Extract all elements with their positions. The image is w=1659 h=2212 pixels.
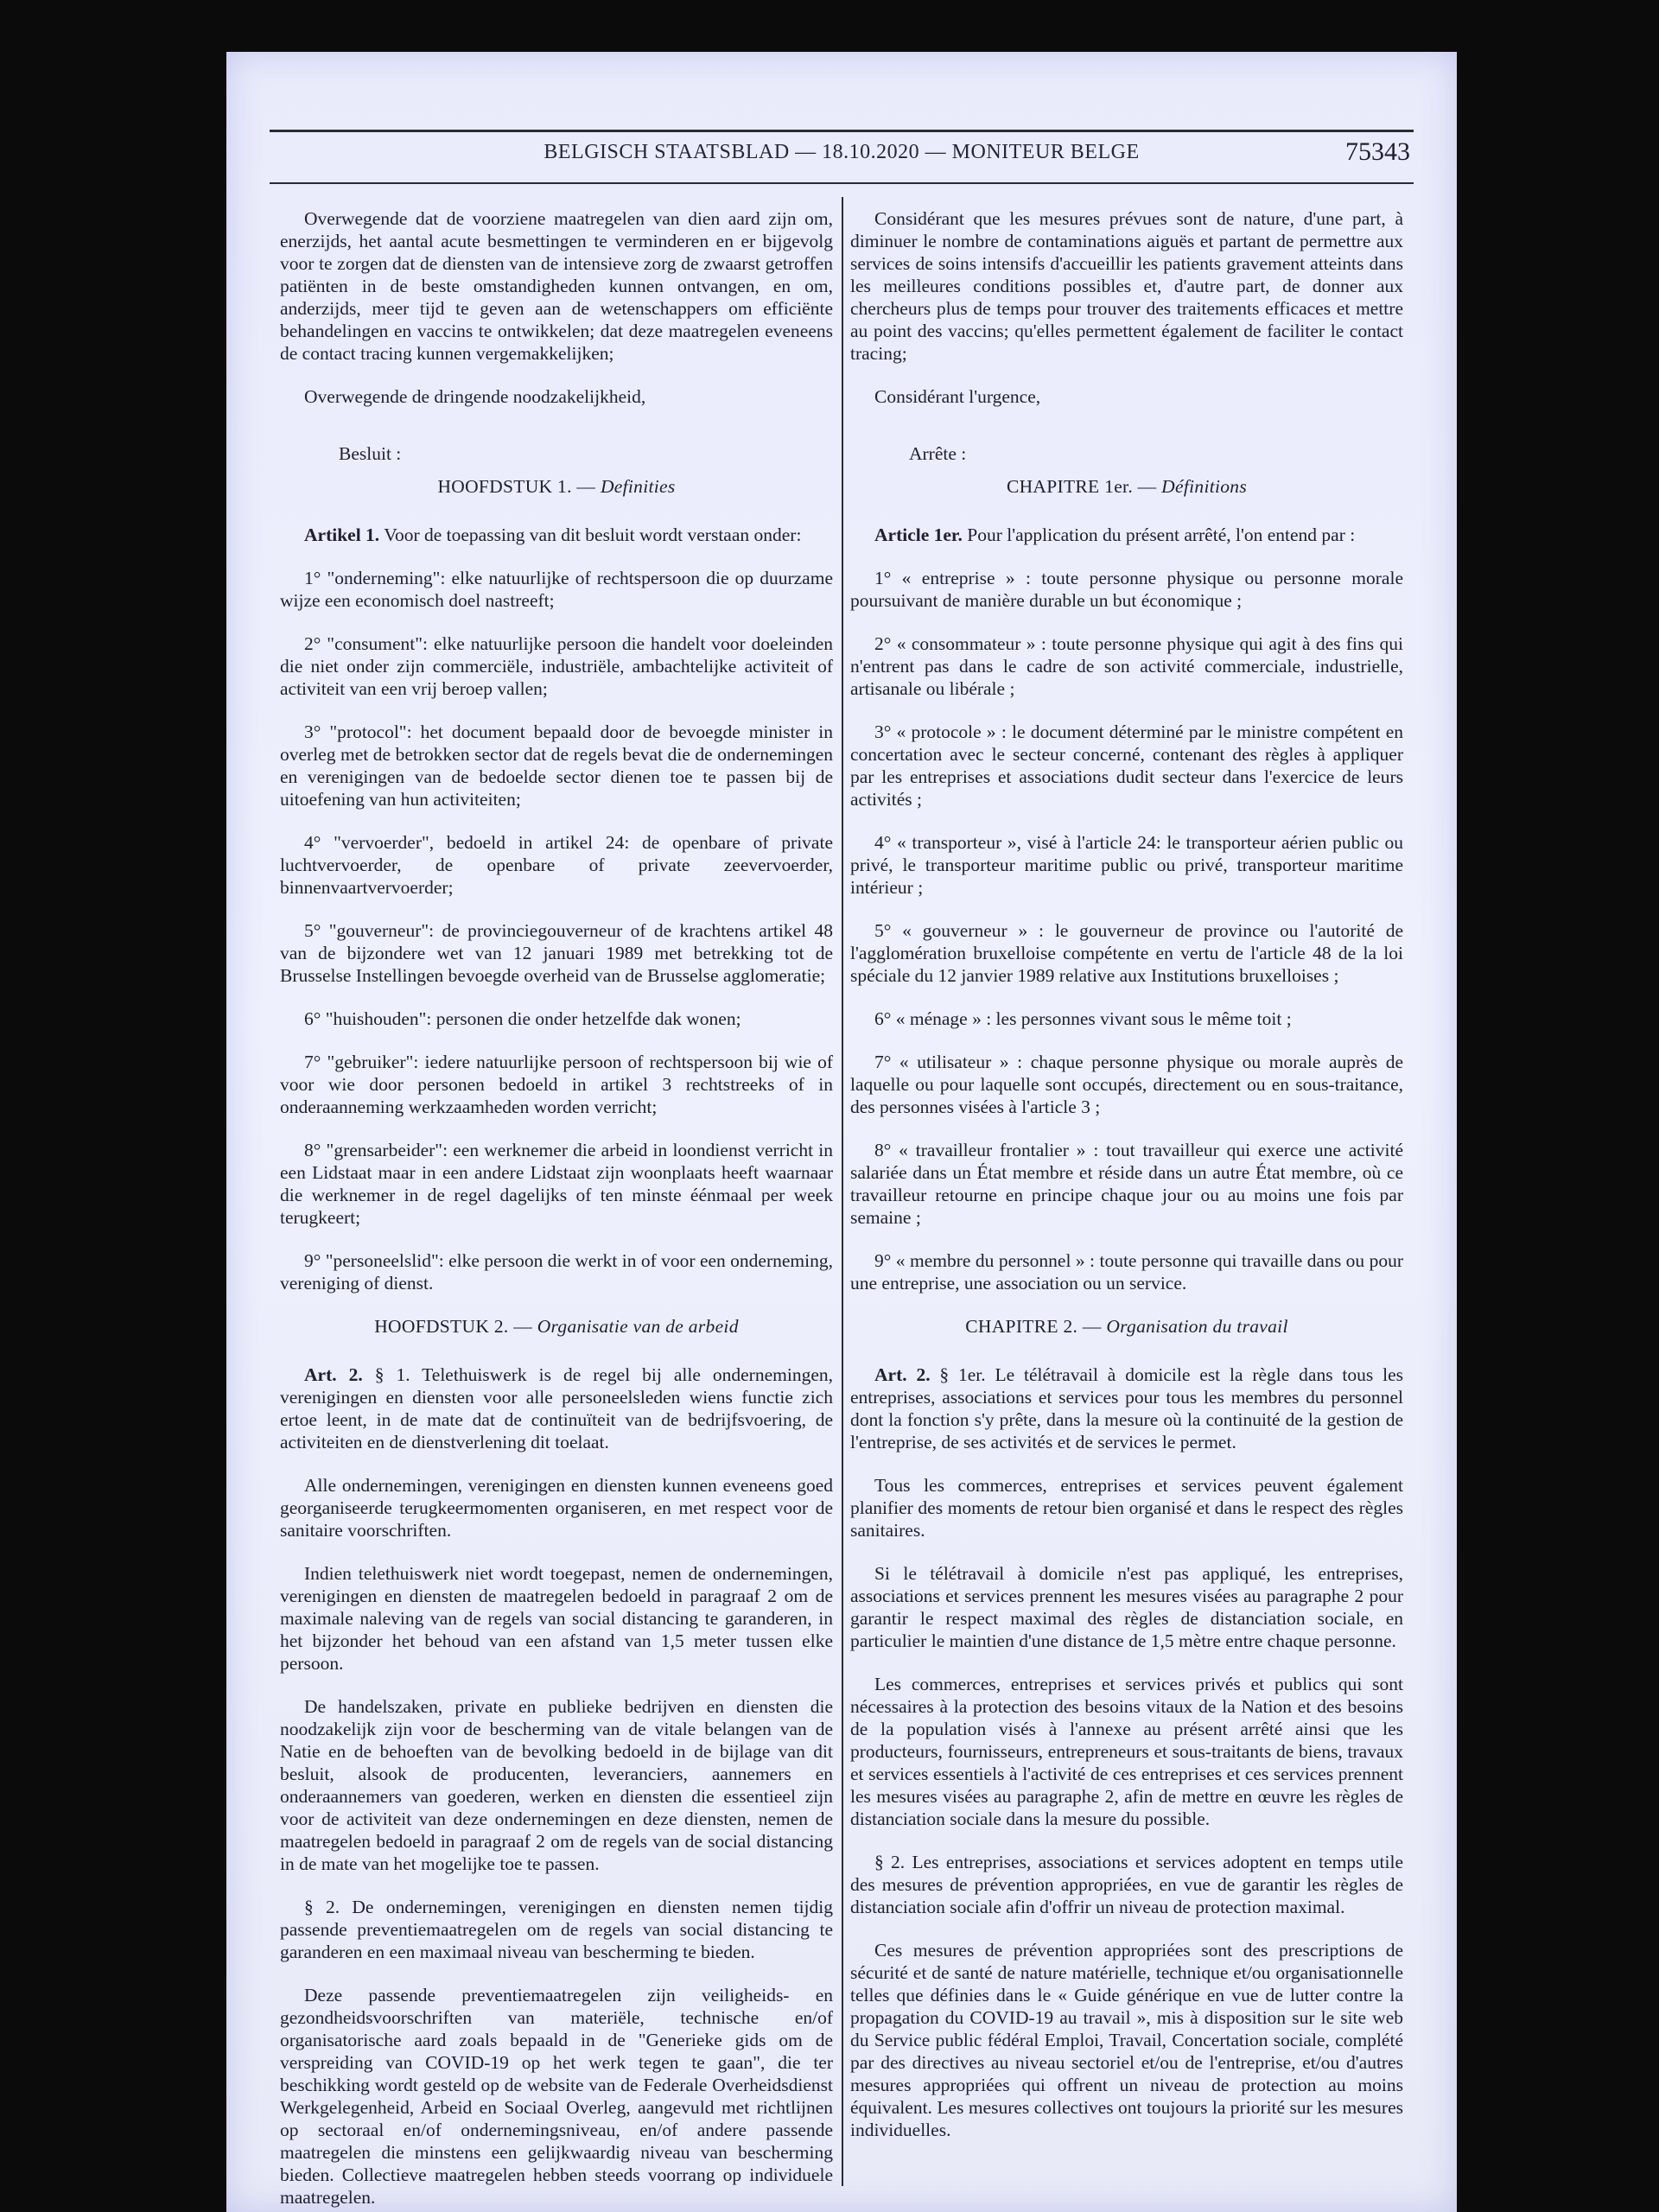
monitor-screen bbox=[226, 52, 1457, 2212]
intro-paragraph: Considérant que les mesures prévues sont de nature, d'une part, à diminuer le nombre de contaminations aiguës et partant de permettre aux services de soins intensifs d'accueillir les patients gravement atteints dans les meilleures conditions possibles et, d'autre part, de donner aux chercheurs plus de temps pour trouver des traitements efficaces et mettre au point des vaccins; qu'elles permettent également de faciliter le contact tracing; bbox=[850, 208, 1403, 364]
definition-9: 9° « membre du personnel » : toute personne qui travaille dans ou pour une entreprise, une association ou un service. bbox=[850, 1250, 1403, 1294]
definition-3: 3° "protocol": het document bepaald door de bevoegde minister in overleg met de betrokken sector dat de regels bevat die de ondernemingen en verenigingen van de bedoelde sector dienen toe te passen bij de uitoefening van hun activiteiten; bbox=[280, 721, 833, 810]
column-divider bbox=[842, 197, 843, 2186]
definition-1: 1° "onderneming": elke natuurlijke of rechtspersoon die op duurzame wijze een economisch doel nastreeft; bbox=[280, 568, 833, 611]
article-2-text: § 1. Telethuiswerk is de regel bij alle ondernemingen, verenigingen en diensten voor alle personeelsleden wiens functie zich ertoe leent, in de mate dat de continuïteit van de bedrijfsvoering, de activiteiten en de dienstverlening dit toelaat. bbox=[280, 1364, 833, 1452]
article-2-text: § 1er. Le télétravail à domicile est la règle dans tous les entreprises, associations et services pour tous les membres du personnel dont la fonction s'y prête, dans la mesure où la continuité de la gestion de l'entreprise, de ses activités et de services le permet. bbox=[850, 1364, 1403, 1452]
article-1-label: Artikel 1. bbox=[304, 524, 380, 545]
decision-label: Arrête : bbox=[909, 443, 967, 464]
article-1-text: Voor de toepassing van dit besluit wordt verstaan onder: bbox=[384, 524, 802, 545]
article-2 bbox=[280, 1363, 833, 1453]
urgency-paragraph: Overwegende de dringende noodzakelijkheid, bbox=[304, 386, 646, 407]
intro-paragraph: Overwegende dat de voorziene maatregelen van dien aard zijn om, enerzijds, het aantal acute besmettingen te verminderen en er bijgevolg voor te zorgen dat de diensten van de intensieve zorg de zwaarst getroffen patiënten in de beste omstandigheden kunnen ontvangen, en om, anderzijds, meer tijd te geven aan de wetenschappers om efficiënte behandelingen en vaccins te ontwikkelen; dat deze maatregelen eveneens de contact tracing kunnen vergemakkelijken; bbox=[280, 208, 833, 364]
chapter-1-heading bbox=[850, 475, 1403, 498]
article-1-label: Article 1er. bbox=[874, 524, 963, 545]
definition-7: 7° "gebruiker": iedere natuurlijke persoon of rechtspersoon bij wie of voor wie door personen bedoeld in artikel 3 rechtstreeks of in onderaanneming werkzaamheden worden verricht; bbox=[280, 1052, 833, 1117]
chapter-1-title: Definities bbox=[600, 476, 676, 497]
decision-label: Besluit : bbox=[339, 443, 402, 464]
chapter-2-heading bbox=[280, 1315, 833, 1338]
chapter-2-heading bbox=[850, 1315, 1403, 1338]
urgency-paragraph: Considérant l'urgence, bbox=[874, 386, 1041, 407]
no-telework-paragraph: Indien telethuiswerk niet wordt toegepast, nemen de ondernemingen, verenigingen en diensten de maatregelen bedoeld in paragraaf 2 om de maximale naleving van de regels van social distancing te garanderen, in het bijzonder het behoud van een afstand van 1,5 meter tussen elke persoon. bbox=[280, 1563, 833, 1674]
gazette-header bbox=[270, 130, 1414, 184]
definition-7: 7° « utilisateur » : chaque personne physique ou morale auprès de laquelle ou pour laquelle sont occupés, directement ou en sous-traitance, des personnes visées à l'article 3 ; bbox=[850, 1052, 1403, 1117]
return-paragraph: Alle ondernemingen, verenigingen en diensten kunnen eveneens goed georganiseerde terugkeermomenten organiseren, en met respect voor de sanitaire voorschriften. bbox=[280, 1475, 833, 1541]
chapter-1-label: CHAPITRE 1er. — bbox=[1006, 476, 1157, 497]
definition-6: 6° "huishouden": personen die onder hetzelfde dak wonen; bbox=[304, 1008, 741, 1029]
article-1 bbox=[280, 524, 833, 546]
text-columns bbox=[270, 197, 1414, 2208]
definition-4: 4° "vervoerder", bedoeld in artikel 24: de openbare of private luchtvervoerder, de openbare of private zeevervoerder, binnenvaartvervoerder; bbox=[280, 832, 833, 898]
page-number: 75343 bbox=[1345, 137, 1410, 166]
gazette-title: BELGISCH STAATSBLAD — 18.10.2020 — MONITEUR BELGE bbox=[543, 141, 1140, 163]
definition-9: 9° "personeelslid": elke persoon die werkt in of voor een onderneming, vereniging of dienst. bbox=[280, 1250, 833, 1294]
chapter-2-title: Organisation du travail bbox=[1106, 1316, 1288, 1337]
article-2-label: Art. 2. bbox=[304, 1364, 363, 1385]
dutch-column bbox=[280, 207, 833, 2212]
article-1-text: Pour l'application du présent arrêté, l'on entend par : bbox=[967, 524, 1356, 545]
chapter-2-label: CHAPITRE 2. — bbox=[965, 1316, 1102, 1337]
paragraph-2: § 2. Les entreprises, associations et services adoptent en temps utile des mesures de prévention appropriées, en vue de garantir les règles de distanciation sociale afin d'offrir un niveau de protection maximal. bbox=[850, 1852, 1403, 1917]
definition-3: 3° « protocole » : le document déterminé par le ministre compétent en concertation avec le secteur concerné, contenant des règles à appliquer par les entreprises et associations dudit secteur dans l'exercice de leurs activités ; bbox=[850, 721, 1403, 810]
chapter-2-title: Organisatie van de arbeid bbox=[537, 1316, 739, 1337]
definition-2: 2° « consommateur » : toute personne physique qui agit à des fins qui n'entrent pas dans le cadre de son activité commerciale, industrielle, artisanale ou libérale ; bbox=[850, 633, 1403, 699]
definition-1: 1° « entreprise » : toute personne physique ou personne morale poursuivant de manière durable un but économique ; bbox=[850, 568, 1403, 611]
article-1 bbox=[850, 524, 1403, 546]
article-2 bbox=[850, 1363, 1403, 1453]
definition-6: 6° « ménage » : les personnes vivant sous le même toit ; bbox=[874, 1008, 1292, 1029]
definition-8: 8° "grensarbeider": een werknemer die arbeid in loondienst verricht in een Lidstaat maar in een andere Lidstaat zijn woonplaats heeft waarnaar die werknemer in de regel dagelijks of ten minste éénmaal per week terugkeert; bbox=[280, 1140, 833, 1228]
definition-5: 5° « gouverneur » : le gouverneur de province ou l'autorité de l'agglomération bruxelloise compétente en vertu de l'article 48 de la loi spéciale du 12 janvier 1989 relative aux Institutions bruxelloises ; bbox=[850, 920, 1403, 986]
french-column bbox=[850, 207, 1403, 2162]
prevention-paragraph: Deze passende preventiemaatregelen zijn veiligheids- en gezondheidsvoorschriften van materiële, technische en/of organisatorische aard zoals bepaald in de "Generieke gids om de verspreiding van COVID-19 op het werk tegen te gaan", die ter beschikking wordt gesteld op de website van de Federale Overheidsdienst Werkgelegenheid, Arbeid en Sociaal Overleg, aangevuld met richtlijnen op sectoraal en/of ondernemingsniveau, en/of andere passende maatregelen die minstens een gelijkwaardig niveau van bescherming bieden. Collectieve maatregelen hebben steeds voorrang op individuele maatregelen. bbox=[280, 1985, 833, 2208]
definition-8: 8° « travailleur frontalier » : tout travailleur qui exerce une activité salariée dans un État membre et réside dans un autre État membre, où ce travailleur retourne en principe chaque jour ou au moins une fois par semaine ; bbox=[850, 1140, 1403, 1228]
commerce-paragraph: De handelszaken, private en publieke bedrijven en diensten die noodzakelijk zijn voor de bescherming van de vitale belangen van de Natie en de behoeften van de bevolking bedoeld in de bijlage van dit besluit, alsook de producenten, leveranciers, aannemers en onderaannemers van goederen, werken en diensten die essentieel zijn voor de activiteit van deze ondernemingen en deze diensten, nemen de maatregelen bedoeld in paragraaf 2 om de regels van de social distancing in de mate van het mogelijke toe te passen. bbox=[280, 1696, 833, 1874]
definition-5: 5° "gouverneur": de provinciegouverneur of de krachtens artikel 48 van de bijzondere wet van 12 januari 1989 met betrekking tot de Brusselse Instellingen bevoegde overheid van de Brusselse agglomeratie; bbox=[280, 920, 833, 986]
definition-4: 4° « transporteur », visé à l'article 24: le transporteur aérien public ou privé, le transporteur maritime public ou privé, transporteur maritime intérieur ; bbox=[850, 832, 1403, 898]
commerce-paragraph: Les commerces, entreprises et services privés et publics qui sont nécessaires à la protection des besoins vitaux de la Nation et des besoins de la population visés à l'annexe au présent arrêté ainsi que les producteurs, fournisseurs, entrepreneurs et sous-traitants de biens, travaux et services essentiels à l'activité de ces entreprises et ces services prennent les mesures visées au paragraphe 2, afin de mettre en œuvre les règles de distanciation sociale dans la mesure du possible. bbox=[850, 1674, 1403, 1829]
chapter-1-title: Définitions bbox=[1161, 476, 1248, 497]
prevention-paragraph: Ces mesures de prévention appropriées sont des prescriptions de sécurité et de santé de nature matérielle, technique et/ou organisationnelle telles que définies dans le « Guide générique en vue de lutter contre la propagation du COVID-19 au travail », mis à disposition sur le site web du Service public fédéral Emploi, Travail, Concertation sociale, complété par des directives au niveau sectoriel et/ou de l'entreprise, et/ou d'autres mesures appropriées qui offrent un niveau de protection au moins équivalent. Les mesures collectives ont toujours la priorité sur les mesures individuelles. bbox=[850, 1940, 1403, 2140]
chapter-1-heading bbox=[280, 475, 833, 498]
chapter-2-label: HOOFDSTUK 2. — bbox=[374, 1316, 533, 1337]
paragraph-2: § 2. De ondernemingen, verenigingen en diensten nemen tijdig passende preventiemaatregelen om de regels van social distancing te garanderen en een maximaal niveau van bescherming te bieden. bbox=[280, 1897, 833, 1962]
definition-2: 2° "consument": elke natuurlijke persoon die handelt voor doeleinden die niet onder zijn commerciële, industriële, ambachtelijke activiteit of activiteit van een vrij beroep vallen; bbox=[280, 633, 833, 699]
return-paragraph: Tous les commerces, entreprises et services peuvent également planifier des moments de retour bien organisé et dans le respect des règles sanitaires. bbox=[850, 1475, 1403, 1541]
no-telework-paragraph: Si le télétravail à domicile n'est pas appliqué, les entreprises, associations et services prennent les mesures visées au paragraphe 2 pour garantir le respect maximal des règles de distanciation sociale, en particulier le maintien d'une distance de 1,5 mètre entre chaque personne. bbox=[850, 1563, 1403, 1651]
article-2-label: Art. 2. bbox=[874, 1364, 931, 1385]
chapter-1-label: HOOFDSTUK 1. — bbox=[437, 476, 596, 497]
